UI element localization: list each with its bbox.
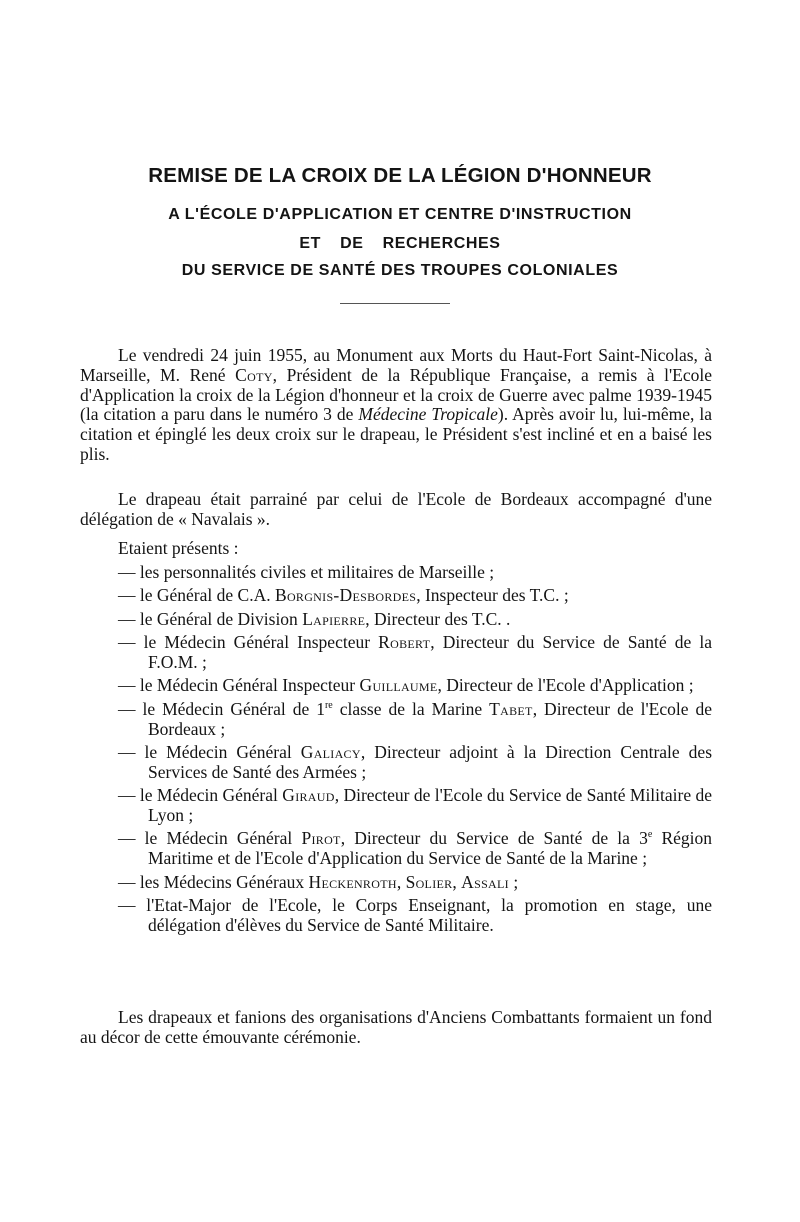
item-text: , Directeur des T.C. . [365,608,511,629]
item-text: Région Maritime et de l'Ecole d'Application du Service de Santé de la Marine ; [148,828,713,869]
list-item [118,873,712,893]
item-text: — le Général de Division [118,608,303,629]
attendees-list [118,563,712,939]
person-name: Galiacy [300,741,361,762]
president-name: Coty [235,364,273,385]
item-text: , [452,871,462,892]
closing-paragraph: Les drapeaux et fanions des organisations d'Anciens Combattants formaient un fond au décor de cette émouvante cérémonie. [80,1007,712,1047]
list-item [118,743,712,783]
person-name: Giraud [282,785,335,806]
list-item [118,563,712,583]
page-title: REMISE DE LA CROIX DE LA LÉGION D'HONNEUR [148,164,652,187]
subtitle-line-1: A L'ÉCOLE D'APPLICATION ET CENTRE D'INSTRUCTION [168,206,632,223]
item-text: — les personnalités civiles et militaires de Marseille ; [118,562,495,582]
person-name: Guillaume [359,675,438,696]
list-item [118,586,712,606]
item-text: , Inspecteur des T.C. ; [416,585,569,606]
item-text: — le Médecin Général [118,741,301,762]
item-text: , Directeur de l'Ecole du Service de Santé Militaire de Lyon ; [148,785,713,825]
person-name: Lapierre [302,608,366,629]
person-name: Heckenroth [308,871,397,892]
list-item [118,786,712,826]
attendees-label: Etaient présents : [118,538,239,558]
item-text: , Directeur du Service de Santé de la 3 [340,828,648,849]
subtitle-line-3: DU SERVICE DE SANTÉ DES TROUPES COLONIALES [181,262,619,279]
item-text: classe de la Marine [332,698,490,719]
item-text: — l'Etat-Major de l'Ecole, le Corps Enseignant, la promotion en stage, une délégation d'élèves du Service de Santé Militaire. [118,894,712,935]
item-text: , Directeur du Service de Santé de la F.O.M. ; [148,632,712,672]
subtitle-line-2: ET DE RECHERCHES [299,235,501,252]
list-item [118,700,712,740]
sponsor-paragraph: Le drapeau était parrainé par celui de l'Ecole de Bordeaux accompagné d'une délégation de « Navalais ». [80,489,712,529]
person-name: Pirot [301,828,341,849]
item-text: — le Général de C.A. [118,585,275,606]
list-item [118,676,712,696]
person-name: Solier [405,871,453,892]
person-name: Borgnis-Desbordes [274,585,417,606]
list-item [118,896,712,936]
journal-title: Médecine Tropicale [358,404,498,425]
intro-text-middle: , Président de la République Française, a remis à l'Ecole d'Application la croix de la Légion d'honneur et la croix de Guerre avec palme 1939-1945 (la citation a paru dans le numéro 3 de [80,364,712,425]
list-item [118,829,712,869]
ordinal-superscript: re [324,699,333,711]
intro-paragraph [80,346,712,465]
item-text: , Directeur de l'Ecole de Bordeaux ; [148,698,712,739]
item-text: — le Médecin Général [118,828,302,849]
list-item [118,633,712,673]
item-text: , [396,871,406,892]
separator-rule [340,303,450,304]
person-name: Assali [461,871,509,892]
item-text: , Directeur de l'Ecole d'Application ; [437,675,694,696]
intro-text-start: Le vendredi 24 juin 1955, au Monument aux Morts du Haut-Fort Saint-Nicolas, à Marseille, M. René [80,345,712,385]
item-text: — le Médecin Général de 1 [118,698,325,719]
person-name: Tabet [489,698,533,719]
item-text: — le Médecin Général Inspecteur [118,675,360,696]
item-text: ; [508,871,519,892]
item-text: — le Médecin Général [118,785,283,806]
person-name: Robert [378,632,431,653]
item-text: — le Médecin Général Inspecteur [118,632,379,653]
ordinal-superscript: e [647,829,653,841]
intro-text-end: ). Après avoir lu, lui-même, la citation et épinglé les deux croix sur le drapeau, le Président s'est incliné et en a baisé les plis. [80,404,713,464]
item-text: — les Médecins Généraux [118,871,309,892]
list-item [118,610,712,630]
item-text: , Directeur adjoint à la Direction Centrale des Services de Santé des Armées ; [148,741,713,782]
